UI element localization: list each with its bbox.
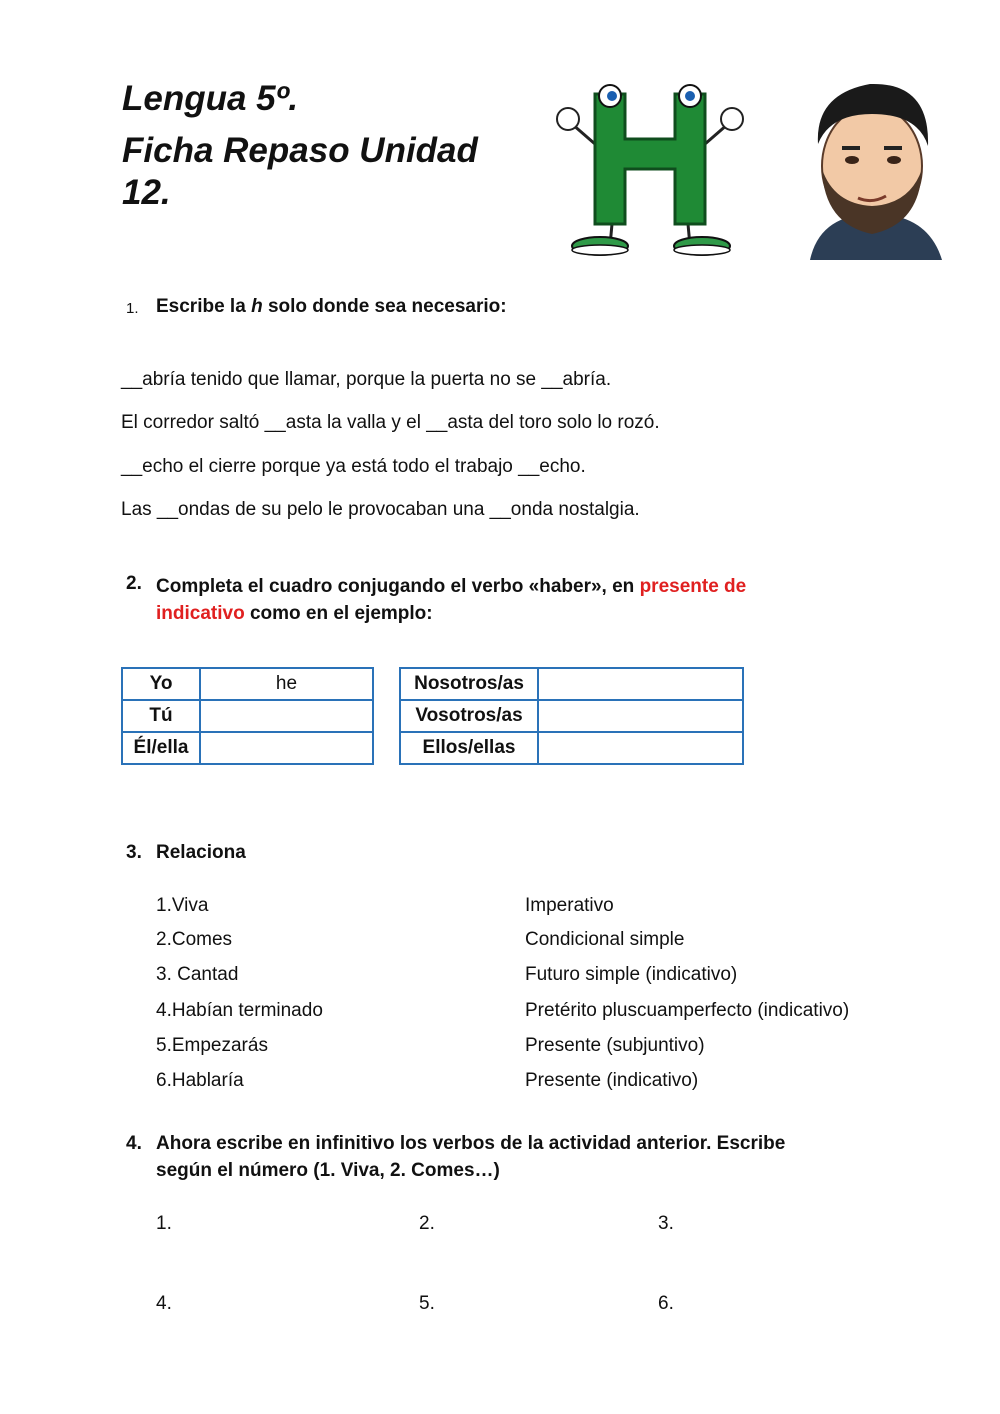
table-row xyxy=(400,668,743,700)
title-line-2: Ficha Repaso Unidad xyxy=(122,131,478,170)
table-row xyxy=(122,700,373,732)
table-row xyxy=(400,700,743,732)
match-left-item[interactable]: 1.Viva xyxy=(156,895,209,916)
title-line-1: Lengua 5º. xyxy=(122,79,299,118)
person-label: Yo xyxy=(122,668,200,700)
answer-cell[interactable] xyxy=(538,668,743,700)
q4-number: 4. xyxy=(126,1133,142,1154)
answer-cell[interactable] xyxy=(200,700,373,732)
table-row xyxy=(122,732,373,764)
letter-h-mascot-icon xyxy=(550,74,750,264)
answer-cell[interactable] xyxy=(200,732,373,764)
match-right-item[interactable]: Futuro simple (indicativo) xyxy=(525,964,738,985)
q1-instruction: Escribe la h solo donde sea necesario: xyxy=(156,296,507,317)
q3-title: Relaciona xyxy=(156,842,246,863)
person-label: Vosotros/as xyxy=(400,700,538,732)
person-label: Nosotros/as xyxy=(400,668,538,700)
match-right-item[interactable]: Imperativo xyxy=(525,895,614,916)
q1-sentence-4: Las __ondas de su pelo le provocaban una __onda nostalgia. xyxy=(121,499,640,520)
q4-instruction-line-2: según el número (1. Viva, 2. Comes…) xyxy=(156,1160,500,1181)
match-left-item[interactable]: 6.Hablaría xyxy=(156,1070,244,1091)
match-right-item[interactable]: Presente (subjuntivo) xyxy=(525,1035,705,1056)
match-left-item[interactable]: 2.Comes xyxy=(156,929,233,950)
q2-number: 2. xyxy=(126,573,142,594)
person-label: Ellos/ellas xyxy=(400,732,538,764)
answer-slot-6[interactable]: 6. xyxy=(658,1293,674,1314)
person-label: Tú xyxy=(122,700,200,732)
match-right-item[interactable]: Condicional simple xyxy=(525,929,685,950)
q4-instruction-line-1: Ahora escribe en infinitivo los verbos de la actividad anterior. Escribe xyxy=(156,1133,786,1154)
table-row xyxy=(400,732,743,764)
q2-instruction: Completa el cuadro conjugando el verbo «haber», en presente de indicativo como en el ejemplo: xyxy=(156,576,747,624)
match-left-item[interactable]: 5.Empezarás xyxy=(156,1035,268,1056)
conjugation-table-plural xyxy=(399,667,744,765)
teacher-avatar-icon xyxy=(800,74,948,260)
q1-sentence-1: __abría tenido que llamar, porque la puerta no se __abría. xyxy=(121,369,612,390)
q1-sentence-2: El corredor saltó __asta la valla y el __asta del toro solo lo rozó. xyxy=(121,412,660,433)
answer-slot-5[interactable]: 5. xyxy=(419,1293,435,1314)
q1-heading xyxy=(126,296,507,318)
match-right-item[interactable]: Presente (indicativo) xyxy=(525,1070,699,1091)
match-left-item[interactable]: 3. Cantad xyxy=(156,964,239,985)
answer-cell[interactable] xyxy=(538,700,743,732)
answer-slot-4[interactable]: 4. xyxy=(156,1293,172,1314)
answer-cell[interactable] xyxy=(538,732,743,764)
person-label: Él/ella xyxy=(122,732,200,764)
answer-slot-2[interactable]: 2. xyxy=(419,1213,435,1234)
table-row xyxy=(122,668,373,700)
match-left-item[interactable]: 4.Habían terminado xyxy=(156,1000,323,1021)
answer-cell[interactable]: he xyxy=(200,668,373,700)
q3-number: 3. xyxy=(126,842,142,863)
conjugation-table-singular xyxy=(121,667,374,765)
q1-number: 1. xyxy=(126,300,139,317)
title-line-3: 12. xyxy=(122,173,171,212)
answer-slot-1[interactable]: 1. xyxy=(156,1213,172,1234)
q1-sentence-3: __echo el cierre porque ya está todo el trabajo __echo. xyxy=(121,456,586,477)
match-right-item[interactable]: Pretérito pluscuamperfecto (indicativo) xyxy=(525,1000,850,1021)
answer-slot-3[interactable]: 3. xyxy=(658,1213,674,1234)
